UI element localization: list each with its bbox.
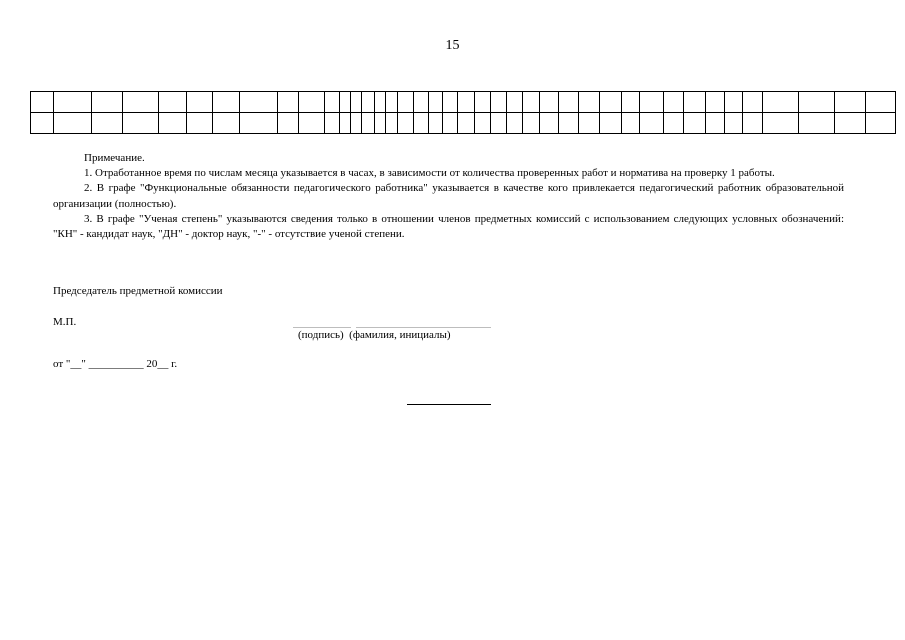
table-cell [743, 113, 763, 134]
table-cell [866, 113, 896, 134]
table-cell [325, 113, 340, 134]
table-cell [491, 92, 507, 113]
table-cell [54, 113, 92, 134]
table-cell [443, 92, 458, 113]
table-cell [763, 92, 799, 113]
table-cell [799, 92, 835, 113]
table-cell [398, 92, 414, 113]
table-cell [507, 113, 523, 134]
table-cell [443, 113, 458, 134]
date-line: от "__" __________ 20__ г. [53, 358, 178, 370]
table-cell [375, 92, 386, 113]
table-cell [240, 92, 278, 113]
table-cell [600, 92, 622, 113]
table-cell [362, 92, 375, 113]
table-cell [523, 113, 540, 134]
table-cell [398, 113, 414, 134]
table-cell [835, 92, 866, 113]
name-line [356, 327, 491, 328]
table-cell [340, 113, 351, 134]
signature-line [293, 327, 351, 328]
table-cell [475, 113, 491, 134]
table-cell [743, 92, 763, 113]
table-cell [187, 92, 213, 113]
table-cell [706, 92, 725, 113]
table-cell [123, 113, 159, 134]
table-cell [684, 113, 706, 134]
table-cell [458, 113, 475, 134]
table-cell [559, 92, 579, 113]
blank-timesheet-table [30, 91, 896, 134]
table-cell [414, 113, 429, 134]
table-cell [622, 92, 640, 113]
table-cell [640, 92, 664, 113]
table-cell [375, 113, 386, 134]
stamp-label: М.П. [53, 316, 77, 328]
table-cell [507, 92, 523, 113]
table-cell [559, 113, 579, 134]
chair-label: Председатель предметной комиссии [53, 285, 223, 297]
table-cell [491, 113, 507, 134]
table-cell [92, 113, 123, 134]
table-cell [213, 113, 240, 134]
table-cell [835, 113, 866, 134]
table-cell [866, 92, 896, 113]
notes-heading: Примечание. [84, 152, 145, 164]
end-of-document-rule [407, 404, 491, 405]
table-cell [429, 92, 443, 113]
table-cell [475, 92, 491, 113]
table-cell [278, 92, 299, 113]
table-cell [414, 92, 429, 113]
table-cell [31, 113, 54, 134]
page-number: 15 [445, 38, 460, 53]
table-cell [725, 113, 743, 134]
notes-block [53, 151, 844, 242]
table-cell [362, 113, 375, 134]
table-cell [92, 92, 123, 113]
table-cell [429, 113, 443, 134]
table-cell [386, 113, 398, 134]
table-cell [640, 113, 664, 134]
table-cell [159, 92, 187, 113]
table-cell [278, 113, 299, 134]
table-cell [458, 92, 475, 113]
table-cell [579, 113, 600, 134]
note-item-1: 1. Отработанное время по числам месяца указывается в часах, в зависимости от количества проверенных работ и норматива на проверку 1 работы. [84, 167, 775, 180]
table-cell [31, 92, 54, 113]
table-cell [706, 113, 725, 134]
table-cell [540, 92, 559, 113]
table-cell [523, 92, 540, 113]
table-cell [123, 92, 159, 113]
table-cell [664, 92, 684, 113]
table-cell [600, 113, 622, 134]
table-cell [622, 113, 640, 134]
table-cell [540, 113, 559, 134]
table-row [31, 92, 896, 113]
signature-caption: (подпись) (фамилия, инициалы) [298, 329, 451, 341]
signature-lines [293, 327, 491, 328]
table-cell [763, 113, 799, 134]
table-cell [351, 92, 362, 113]
table-cell [386, 92, 398, 113]
table-cell [664, 113, 684, 134]
table-cell [240, 113, 278, 134]
table-cell [684, 92, 706, 113]
table-row [31, 113, 896, 134]
table-cell [54, 92, 92, 113]
table-cell [351, 113, 362, 134]
note-item-3: 3. В графе "Ученая степень" указываются сведения только в отношении членов предметных комиссий с использованием следующих условных обозначений: "КН" - кандидат наук, "ДН" - доктор наук, "-" - отсутствие ученой степени. [53, 212, 844, 241]
table-cell [325, 92, 340, 113]
table-cell [213, 92, 240, 113]
table-cell [340, 92, 351, 113]
note-item-2: 2. В графе "Функциональные обязанности педагогического работника" указывается в качестве кого привлекается педагогический работник образовательной организации (полностью). [53, 182, 844, 210]
table-cell [799, 113, 835, 134]
table-cell [187, 113, 213, 134]
table-cell [299, 113, 325, 134]
table-cell [725, 92, 743, 113]
table-cell [579, 92, 600, 113]
table-cell [299, 92, 325, 113]
table-cell [159, 113, 187, 134]
